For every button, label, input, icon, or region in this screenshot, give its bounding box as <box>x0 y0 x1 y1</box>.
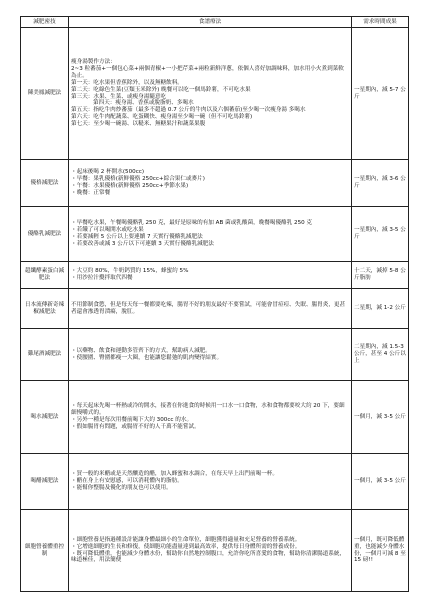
description-line: ・能幫你整腸及優化的朋友也可以使用。 <box>71 484 172 491</box>
method-description <box>69 289 352 329</box>
table-row <box>21 160 409 207</box>
method-result: 一星期內，減 5-7 公斤 <box>352 28 409 160</box>
table-header-row <box>21 17 409 28</box>
description-line: ・它增進細胞的生長和修復，使細胞功能盡量達到最高效率，提供每日身體所需的營養成份。 <box>71 543 301 550</box>
description-line: ・起床後喝 2 杯開水(500cc) <box>71 169 145 176</box>
method-name: 優酪乳減肥法 <box>21 207 69 262</box>
header-method: 減肥密技 <box>21 17 69 28</box>
description-line: ・另外一種是每次用餐前喝下大約 300cc 的水。 <box>71 417 193 423</box>
table-row <box>21 329 409 381</box>
method-name: 喝醋減肥法 <box>21 454 69 510</box>
description-line: ・既可降低體重，也能減少身體水份，幫助你自然地控制腹口，允許你吃所喜愛的食物，幫助你清潔腸道系統，味道極佳，用法簡便 <box>71 550 346 564</box>
table-row <box>21 510 409 592</box>
method-result: 一個月，減 3-5 公斤 <box>352 454 409 510</box>
description-line: ・若要減輕 5 公斤以上要連續 7 天實行優酪乳減肥法 <box>71 234 203 240</box>
description-line: 第二天：吃綠色生菜(豆類玉米除外) 晚餐可以吃一個馬鈴薯，不可吃水果 <box>71 86 251 93</box>
description-line: ・大豆約 80%，牛奶鈣質約 15%，蜂蜜約 5% <box>71 268 189 275</box>
description-line: 不用節制食慾，但是每天每一餐都要吃辣，腸胃不好的朋友最好不要嘗試，可能會冒痘痘、失眠、腸胃炎，更甚者還會滲透胃潰瘍，脫肛。 <box>71 301 346 315</box>
method-name: 日本流傳新奇辣椒減肥法 <box>21 289 69 329</box>
method-description <box>69 454 352 510</box>
description-line: 第一天：吃水果但香蕉除外，以及無糖飲料。 <box>71 79 183 86</box>
description-line: 第七天：至少喝一碗湯、以糙米、無糖果汁和蔬菜果腹 <box>71 121 206 128</box>
method-name: 喝水減肥法 <box>21 381 69 454</box>
description-line: 第三天：水果、生菜、或瘦身湯隨意吃 <box>71 93 167 100</box>
method-result: 一星期內，減 3-5 公斤 <box>352 207 409 262</box>
method-description <box>69 329 352 381</box>
method-name: 超纖酵素蛋白減肥法 <box>21 262 69 289</box>
document-page <box>20 16 408 592</box>
method-description <box>69 160 352 207</box>
description-line: ・以藥物、飲食和運動多管齊下的方式，幫助病人減肥。 <box>71 347 211 354</box>
description-line: ・早餐：果乳優格(新鮮優格 250cc+綜合果仁或麥片) <box>71 176 205 183</box>
table-row <box>21 262 409 289</box>
method-description <box>69 262 352 289</box>
diet-methods-table <box>20 16 409 592</box>
table-row <box>21 28 409 160</box>
method-result: 一星期內，減 3-6 公斤 <box>352 160 409 207</box>
header-diet: 食譜療法 <box>69 17 352 28</box>
description-line: ・早餐吃水果，午餐喝優酪乳 250 克，最好是原味的有加 AB 菌或乳酸菌，晚餐喝優酪乳 250 克 <box>71 220 313 227</box>
method-name: 優格減肥法 <box>21 160 69 207</box>
method-result: 一個月，既可降低體重，也能減少身體水份，一個月可減 8 至 15 磅!! <box>352 510 409 592</box>
description-line: ・細胞營養是指過種設計能讓身體最細小的生命單位，細胞獲得適量和充足營養的營養系統。 <box>71 536 301 543</box>
description-line: ・買一般的米醋或是天然釀造的醋，加入蜂蜜和水調合，在每天早上出門前喝一杯。 <box>71 471 278 478</box>
method-result: 十二天，減掉 5-8 公斤脂肪 <box>352 262 409 289</box>
description-line: ・醋在身上有安慰感，可以消耗體內的脂肪。 <box>71 478 183 485</box>
method-description <box>69 381 352 454</box>
table-row <box>21 289 409 329</box>
description-line: ・假如腸胃有問題，或腸胃不好的人千萬不能嘗試。 <box>71 423 200 430</box>
description-line: ・若要改善或減 3 公斤以下可連續 3 天實行優酪乳減肥法 <box>71 240 214 247</box>
description-line: ・晚餐：正常餐 <box>71 189 111 196</box>
description-line: ・每天起床先喝一杯熱或冷的開水，接著在你進食的時候用一口水一口食物，水和食物都要咬大約 20 下，要細細慢嚼式的。 <box>71 403 345 417</box>
description-line: ・使腰圍、臀圍都瘦一大圈，也能讓您鬆弛的肌肉變得結實。 <box>71 354 223 361</box>
header-result: 需求時間成果 <box>352 17 409 28</box>
table-row <box>21 381 409 454</box>
description-line: 第四天：瘦身湯、香蕉或脫脂奶、多喝水 <box>93 100 194 107</box>
description-line: 2~3 粒蕃茄+一個包心菜+兩個青椒+一小把芹菜+兩粒新鮮洋蔥，依個人喜好加調味料，加水用小火煮到菜軟為止。 <box>71 65 344 79</box>
description-line: 瘦身湯製作方法： <box>71 58 116 65</box>
method-description <box>69 510 352 592</box>
description-line: ・若餓了可以喝開水或吃水果 <box>71 227 144 234</box>
description-line: ・午餐：水果優格(新鮮優格 250cc+季節水果) <box>71 183 189 189</box>
method-result: 二星期內，減 1.5-3 公斤，甚至 4 公斤以上 <box>352 329 409 381</box>
method-name: 雞尾酒減肥法 <box>21 329 69 381</box>
method-result: 一個月，減 3-5 公斤 <box>352 381 409 454</box>
method-name: 細胞營養體重控制 <box>21 510 69 592</box>
method-description <box>69 207 352 262</box>
description-line: 第五天：指吃牛肉炒蕃茄（最多不超過 0.7 公斤的牛肉以及六個蕃茄)至少喝一次瘦身湯 多喝水 <box>71 107 306 114</box>
method-name: 陳美鳳減肥法 <box>21 28 69 160</box>
table-row <box>21 454 409 510</box>
method-result: 二星期，減 1-2 公斤 <box>352 289 409 329</box>
description-line: 第六天：吃牛肉配蔬菜、吃蛋糊快、瘦身湯至少喝一碗（但不可吃馬鈴薯) <box>71 114 253 121</box>
table-row <box>21 207 409 262</box>
method-description <box>69 28 352 160</box>
description-line: ・用沙拉汁攪拌取代四餐 <box>71 275 133 281</box>
